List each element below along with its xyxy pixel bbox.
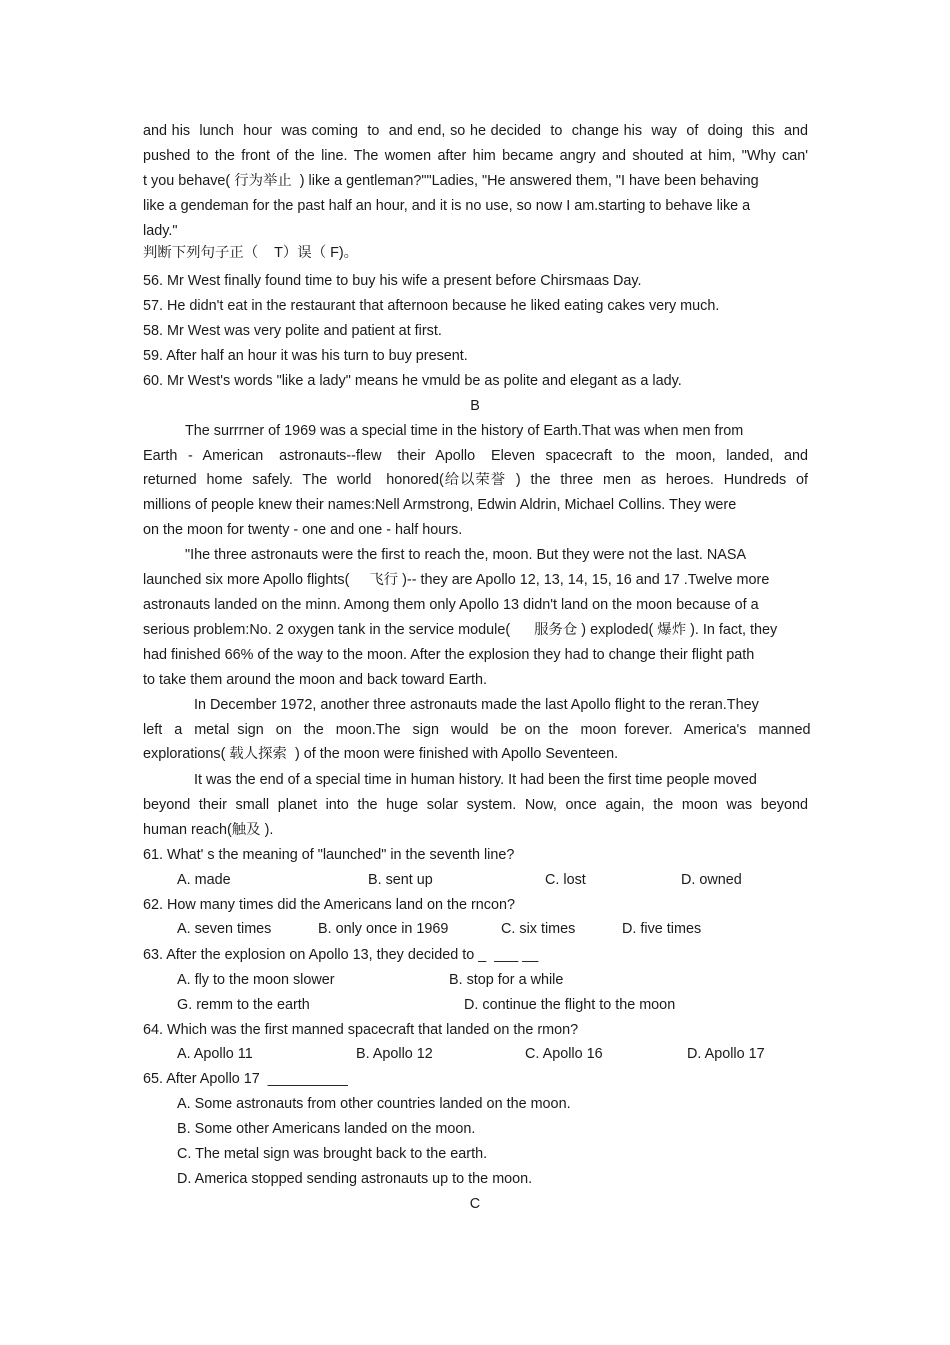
passage-b-line: astronauts landed on the minn. Among them only Apollo 13 didn't land on the moon because of a xyxy=(143,597,759,613)
passage-b-line: left a metal sign on the moon.The sign would be on the moon forever. America's manned xyxy=(143,722,811,738)
question-63-option-a: A. fly to the moon slower xyxy=(177,972,335,988)
passage-a-line: lady." xyxy=(143,223,178,239)
question-65-option-a: A. Some astronauts from other countries landed on the moon. xyxy=(177,1096,571,1112)
passage-b-line: Earth - American astronauts--flew their Apollo Eleven spacecraft to the moon, landed, and xyxy=(143,448,808,464)
question-64-option-c: C. Apollo 16 xyxy=(525,1046,603,1062)
passage-b-line: human reach(触及 ). xyxy=(143,822,274,838)
question-63-stem: 63. After the explosion on Apollo 13, they decided to _ ___ __ xyxy=(143,947,539,963)
question-61-option-c: C. lost xyxy=(545,872,586,888)
question-62-option-b: B. only once in 1969 xyxy=(318,921,449,937)
passage-b-line: The surrrner of 1969 was a special time in the history of Earth.That was when men from xyxy=(185,423,744,439)
true-false-instruction: 判断下列句子正（ T）误（ F)。 xyxy=(143,245,359,261)
statement-57: 57. He didn't eat in the restaurant that afternoon because he liked eating cakes very much. xyxy=(143,298,720,314)
question-61-option-b: B. sent up xyxy=(368,872,433,888)
question-65-option-d: D. America stopped sending astronauts up to the moon. xyxy=(177,1171,533,1187)
question-64-option-b: B. Apollo 12 xyxy=(356,1046,433,1062)
question-63-option-b: B. stop for a while xyxy=(449,972,564,988)
passage-b-line: beyond their small planet into the huge solar system. Now, once again, the moon was beyond xyxy=(143,797,808,813)
statement-60: 60. Mr West's words "like a lady" means he vmuld be as polite and elegant as a lady. xyxy=(143,373,682,389)
passage-b-line: It was the end of a special time in human history. It had been the first time people moved xyxy=(194,772,757,788)
question-61-option-a: A. made xyxy=(177,872,231,888)
question-65-option-b: B. Some other Americans landed on the moon. xyxy=(177,1121,476,1137)
passage-b-line: millions of people knew their names:Nell Armstrong, Edwin Aldrin, Michael Collins. They were xyxy=(143,497,737,513)
question-64-stem: 64. Which was the first manned spacecraft that landed on the rmon? xyxy=(143,1022,579,1038)
passage-a-line: pushed to the front of the line. The women after him became angry and shouted at him, "Why can' xyxy=(143,148,808,164)
passage-a-line: t you behave( 行为举止 ) like a gentleman?""Ladies, "He answered them, "I have been behaving xyxy=(143,173,759,189)
question-63-option-d: D. continue the flight to the moon xyxy=(464,997,676,1013)
passage-b-line: returned home safely. The world honored(给以荣誉 ) the three men as heroes. Hundreds of xyxy=(143,472,808,488)
section-heading-b: B xyxy=(470,398,480,414)
section-heading-c: C xyxy=(469,1196,481,1212)
passage-b-line: explorations( 载人探索 ) of the moon were finished with Apollo Seventeen. xyxy=(143,746,619,762)
passage-a-line: and his lunch hour was coming to and end, so he decided to change his way of doing this and xyxy=(143,123,808,139)
question-65-option-c: C. The metal sign was brought back to the earth. xyxy=(177,1146,488,1162)
passage-b-line: had finished 66% of the way to the moon. After the explosion they had to change their flight path xyxy=(143,647,755,663)
question-65-stem: 65. After Apollo 17 __________ xyxy=(143,1071,348,1087)
statement-59: 59. After half an hour it was his turn to buy present. xyxy=(143,348,468,364)
question-63-option-c: G. remm to the earth xyxy=(177,997,310,1013)
question-62-option-a: A. seven times xyxy=(177,921,272,937)
statement-58: 58. Mr West was very polite and patient at first. xyxy=(143,323,442,339)
passage-b-line: launched six more Apollo flights( 飞行 )-- they are Apollo 12, 13, 14, 15, 16 and 17 .Twelve more xyxy=(143,572,770,588)
question-62-option-c: C. six times xyxy=(501,921,576,937)
question-61-stem: 61. What' s the meaning of "launched" in the seventh line? xyxy=(143,847,515,863)
passage-a-line: like a gendeman for the past half an hour, and it is no use, so now I am.starting to behave like a xyxy=(143,198,751,214)
question-64-option-d: D. Apollo 17 xyxy=(687,1046,765,1062)
question-62-stem: 62. How many times did the Americans land on the rncon? xyxy=(143,897,515,913)
passage-b-line: on the moon for twenty - one and one - half hours. xyxy=(143,522,463,538)
question-62-option-d: D. five times xyxy=(622,921,702,937)
question-64-option-a: A. Apollo 11 xyxy=(177,1046,253,1062)
passage-b-line: serious problem:No. 2 oxygen tank in the service module( 服务仓 ) exploded( 爆炸 ). In fact, they xyxy=(143,622,778,638)
question-61-option-d: D. owned xyxy=(681,872,742,888)
passage-b-line: In December 1972, another three astronauts made the last Apollo flight to the reran.They xyxy=(194,697,759,713)
statement-56: 56. Mr West finally found time to buy his wife a present before Chirsmaas Day. xyxy=(143,273,642,289)
passage-b-line: "Ihe three astronauts were the first to reach the, moon. But they were not the last. NASA xyxy=(185,547,747,563)
passage-b-line: to take them around the moon and back toward Earth. xyxy=(143,672,487,688)
